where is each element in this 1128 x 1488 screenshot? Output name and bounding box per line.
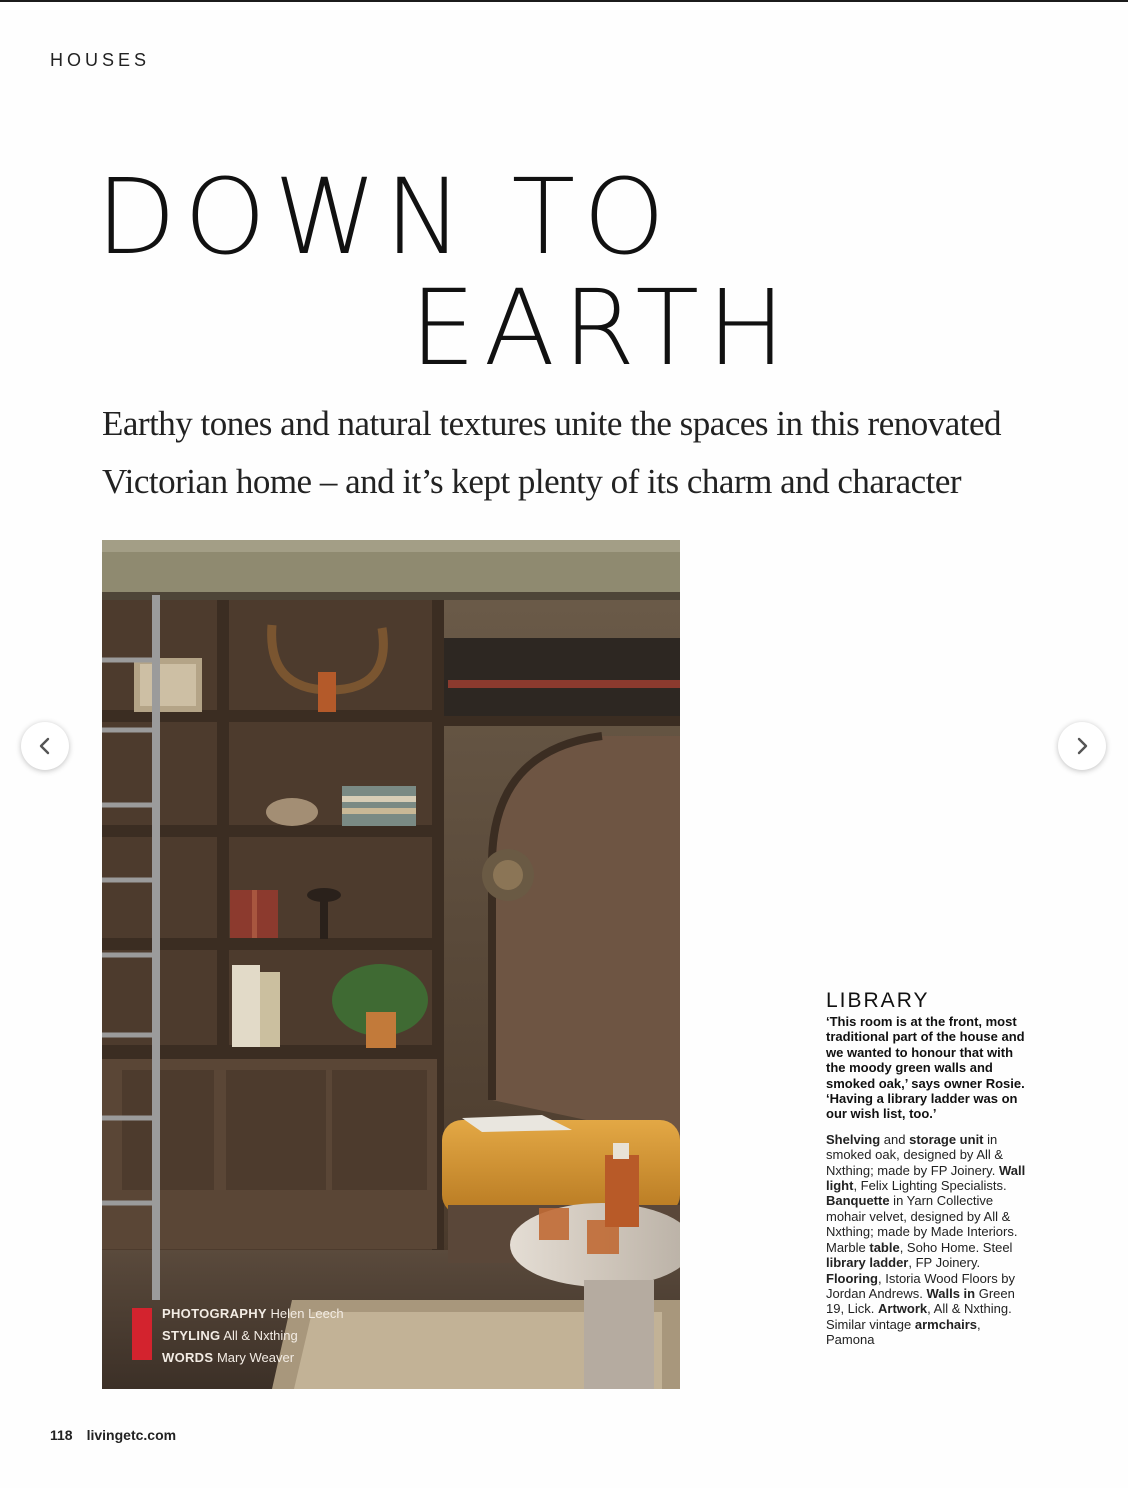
caption-heading: LIBRARY bbox=[826, 989, 930, 1012]
page-number: 118 bbox=[50, 1427, 73, 1443]
library-photo bbox=[102, 540, 680, 1389]
site-name: livingetc.com bbox=[86, 1427, 177, 1443]
headline-line-1: DOWN TO bbox=[96, 156, 674, 278]
standfirst-line-2: Victorian home – and it’s kept plenty of its charm and character bbox=[102, 462, 962, 501]
section-label: HOUSES bbox=[50, 50, 151, 70]
next-button[interactable] bbox=[1058, 722, 1106, 770]
credit-styling: STYLING All & Nxthing bbox=[162, 1328, 298, 1343]
top-rule bbox=[0, 0, 1128, 2]
previous-button[interactable] bbox=[21, 722, 69, 770]
page-footer bbox=[50, 1427, 176, 1443]
library-caption bbox=[826, 990, 1026, 1348]
chevron-left-icon bbox=[35, 736, 55, 756]
credit-accent-bar bbox=[132, 1308, 152, 1360]
credit-words: WORDS Mary Weaver bbox=[162, 1350, 295, 1365]
headline-line-2: EARTH bbox=[410, 267, 794, 389]
chevron-right-icon bbox=[1072, 736, 1092, 756]
caption-sources: Shelving and storage unit in smoked oak, designed by All & Nxthing; made by FP Joinery. Wall light, Felix Lighting Specialists. Banquette in Yarn Collective mohair velvet, designed by All & Nxthing; made by Made Interiors. Marble table, Soho Home. Steel library ladder, FP Joinery. Flooring, Istoria Wood Floors by Jordan Andrews. Walls in Green 19, Lick. Artwork, All & Nxthing. Similar vintage armchairs, Pamona bbox=[826, 1131, 1026, 1348]
credit-photography: PHOTOGRAPHY Helen Leech bbox=[162, 1306, 344, 1321]
standfirst-line-1: Earthy tones and natural textures unite the spaces in this renovated bbox=[102, 404, 1002, 443]
caption-quote: ‘This room is at the front, most traditional part of the house and we wanted to honour that with the moody green walls and smoked oak,’ says owner Rosie. ‘Having a library ladder was on our wish list, too.’ bbox=[826, 1014, 1025, 1122]
